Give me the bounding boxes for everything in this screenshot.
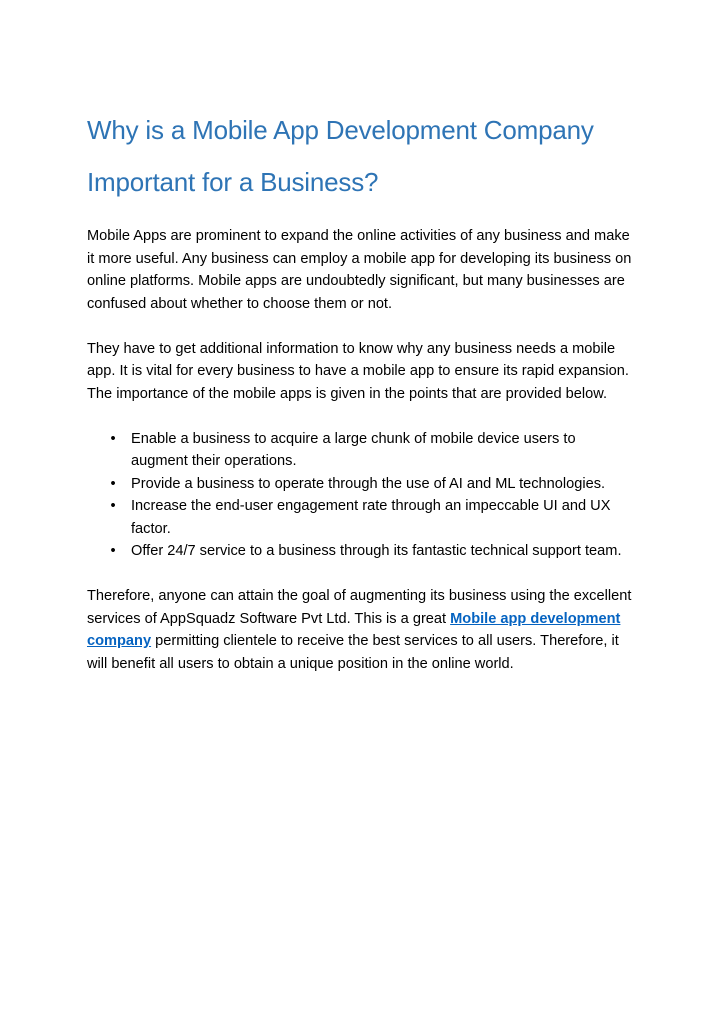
list-item — [110, 473, 635, 496]
list-item — [110, 540, 635, 563]
bullet-icon: • — [110, 498, 116, 514]
benefits-list — [87, 428, 635, 563]
document-title: Why is a Mobile App Development Company Important for a Business? — [87, 115, 594, 197]
list-item-text: Offer 24/7 service to a business through its fantastic technical support team. — [131, 543, 622, 559]
bullet-icon: • — [110, 475, 116, 492]
mobile-app-development-link[interactable]: Mobile app development company — [87, 610, 621, 649]
intro-paragraph: Mobile Apps are prominent to expand the online activities of any business and make it more useful. Any business can employ a mobile app for developing its business on online platforms. Mobile apps are undoubtedly significant, but many businesses are confused about whether to choose them or not. — [87, 228, 632, 312]
document-content — [87, 104, 635, 698]
list-item-text: Increase the end-user engagement rate through an impeccable UI and UX factor. — [131, 498, 611, 537]
list-item — [110, 428, 635, 473]
list-item-text: Enable a business to acquire a large chunk of mobile device users to augment their operations. — [131, 430, 576, 469]
closing-paragraph — [87, 585, 635, 675]
importance-paragraph: They have to get additional information to know why any business needs a mobile app. It is vital for every business to have a mobile app to ensure its rapid expansion. The importance of the mobile apps is given in the points that are provided below. — [87, 340, 629, 402]
list-item-text: Provide a business to operate through the use of AI and ML technologies. — [131, 475, 606, 492]
closing-text-after-link: permitting clientele to receive the best services to all users. Therefore, it will benefit all users to obtain a unique position in the online world. — [87, 633, 619, 672]
closing-text-before-link: Therefore, anyone can attain the goal of augmenting its business using the excellent services of AppSquadz Software Pvt Ltd. This is a great — [87, 588, 632, 627]
bullet-icon: • — [110, 543, 116, 559]
bullet-icon: • — [110, 430, 116, 447]
list-item — [110, 495, 635, 540]
